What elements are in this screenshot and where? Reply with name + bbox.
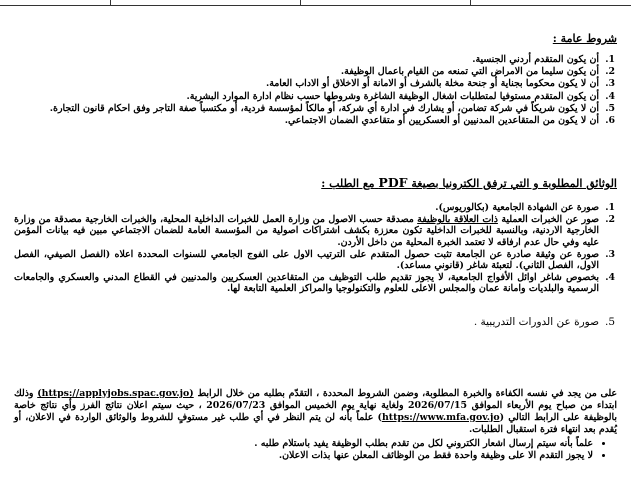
list-item: 2. صور عن الخبرات العملية ذات العلاقة بالوظيفة مصدقة حسب الاصول من وزارة العمل للخبرات الداخلية المحلية، والخبرات الخارجية مصدقة من وزارة الخارجية الاردنية، وبالنسبة للخبرات الداخلية تكون معززة بكشف اشتراكات اصولية من المؤسسة العامة للضمان الاجتماعي مبين فيه بيانات المؤمن عليه وفي حال عدم ارفاقه لا تعتمد الخبرة المحلية من داخل الأردن. [14,214,615,248]
list-item: 3. صورة عن وثيقة صادرة عن الجامعة تثبت حصول المتقدم على الترتيب الاول على الفوج الجامعي للسنوات المحددة اعلاه (الفصل الصيفي، الفصل الاول، الفصل الثاني). لتعبئة شاغر (قانوني مساعد). [14,248,615,272]
list-item: 4. أن يكون المتقدم مستوفيا لمتطلبات اشغال الوظيفة الشاغرة وشروطها حسب نظام ادارة الموارد البشرية. [186,90,615,102]
list-item: 6. أن لا يكون من المتقاعدين المدنيين أو العسكريين أو متقاعدي الضمان الاجتماعي. [284,115,615,127]
application-section [14,388,617,461]
list-item: • علماً بأنه سيتم إرسال اشعار الكتروني لكل من تقدم بطلب الوظيفة يفيد باستلام طلبه . [14,438,593,450]
list-item: 5. صورة عن الدورات التدريبية . [473,315,615,328]
application-paragraph: على من يجد في نفسه الكفاءة والخبرة المطلوبة، وضمن الشروط المحددة ، التقدّم بطلبه من خلال الرابط (https://applyjobs.spac.gov.jo) وذلك ابتداء من صباح يوم الأربعاء الموافق 2026/07/15 ولغاية نهاية يوم الخميس الموافق 2026/07/23 ، حيث سيتم اعلان نتائج الفرز وأي نتائج خاصة بالوظيفة على الرابط التالي (https://www.mfa.gov.jo) علماً بأنه لن يتم النظر في أي طلب غير مستوفٍ للشروط والوثائق الواردة في الاعلان، أو يُقدم بعد انتهاء فترة استقبال الطلبات. [14,388,618,435]
general-conditions-heading: شروط عامة : [552,32,617,45]
required-documents-list [14,202,617,328]
list-item: 1. أن يكون المتقدم أردني الجنسية. [472,54,615,65]
top-table-border [0,0,631,6]
start-date: 2026/07/15 [408,400,468,411]
general-conditions-section [14,32,617,127]
end-date: 2026/07/23 [206,400,266,411]
pdf-label: PDF [378,175,408,190]
apply-link[interactable]: (https://applyjobs.spac.gov.jo) [37,388,194,399]
list-item: • لا يجوز التقدم الا على وظيفة واحدة فقط من الوظائف المعلن عنها بذات الاعلان. [14,450,593,462]
notes-list [14,438,617,461]
required-documents-heading: الوثائق المطلوبة و التي ترفق الكترونيا بصيغة PDF مع الطلب : [321,175,617,190]
required-documents-section [14,176,617,329]
list-item: 3. أن لا يكون محكوما بجناية أو جنحة مخلة بالشرف أو الامانة أو الاخلاق أو الاداب العامة. [265,78,615,90]
list-item: 1. صورة عن الشهادة الجامعية (بكالوريوس). [435,202,615,213]
list-item: 5. أن لا يكون شريكاً في شركة تضامن، أو يشارك في ادارة أي شركة، أو مالكاً لمؤسسة فردية، أو مكتسباً صفة التاجر وفق احكام قانون التجارة. [49,102,615,114]
list-item: 4. بخصوص شاغر اوائل الأفواج الجامعية، لا يجوز تقديم طلب التوظيف من المتقاعدين العسكريين والمدنيين في القطاع المدني والعسكري والجامعات الرسمية والبلديات وامانة عمان والمجلس الاعلى للعلوم والتكنولوجيا والمراكز العلمية التابعة لها. [14,272,615,295]
general-conditions-list [14,54,617,126]
results-link[interactable]: https://www.mfa.gov.jo [381,412,500,423]
list-item: 2. أن يكون سليما من الامراض التي تمنعه من القيام باعمال الوظيفة. [340,66,615,78]
